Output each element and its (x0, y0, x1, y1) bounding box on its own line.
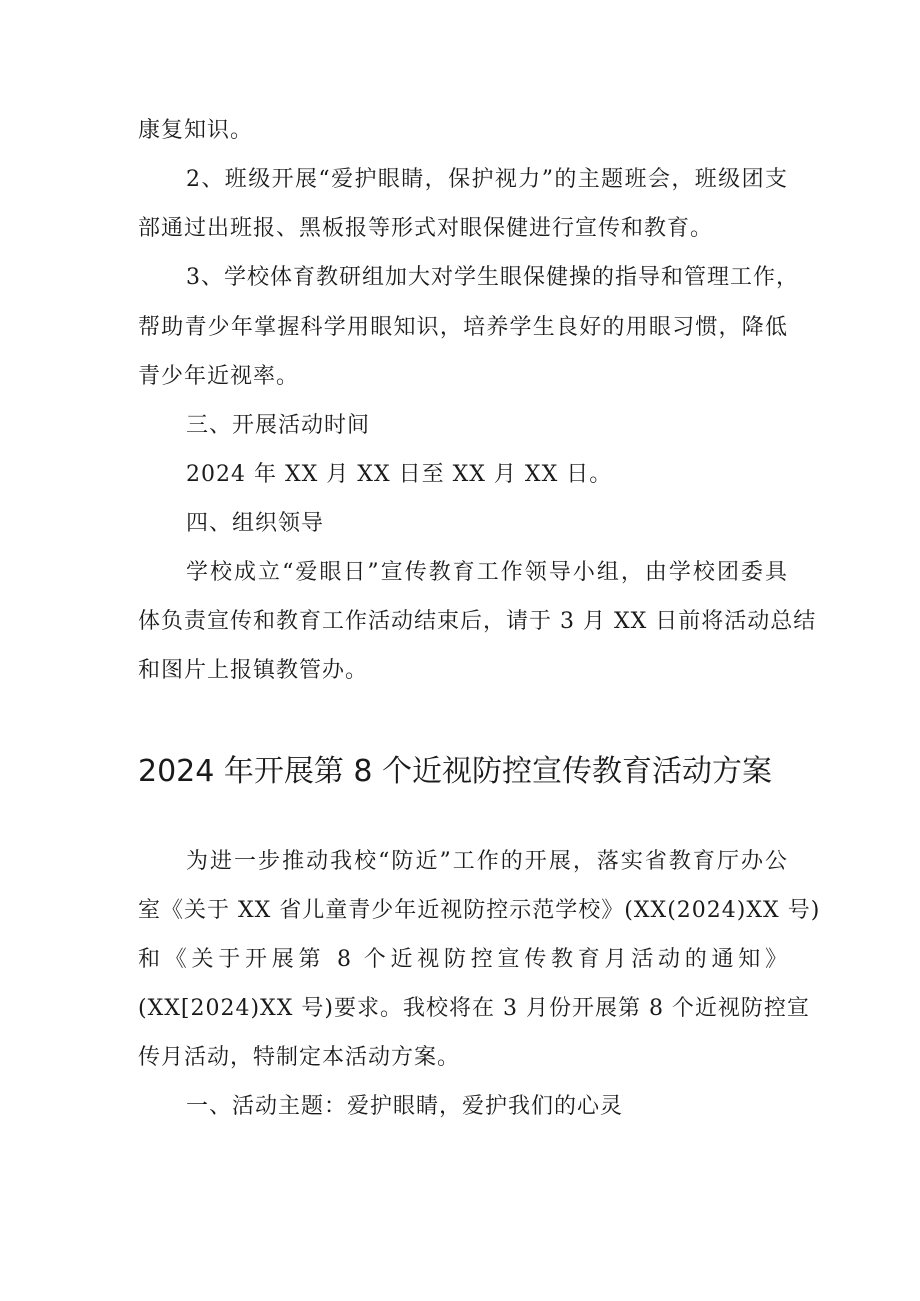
paragraph-line: 和图片上报镇教管办。 (138, 658, 369, 683)
paragraph-line: 2、班级开展“爱护眼睛，保护视力”的主题班会，班级团支 (186, 167, 788, 192)
paragraph-line: 传月活动，特制定本活动方案。 (138, 1045, 461, 1070)
paragraph-line: 室《关于 XX 省儿童青少年近视防控示范学校》(XX(2024)XX 号) (138, 898, 821, 923)
paragraph-line: 3、学校体育教研组加大对学生眼保健操的指导和管理工作， (186, 265, 799, 290)
paragraph-line: 青少年近视率。 (138, 364, 300, 389)
paragraph-line: 和《关于开展第 8 个近视防控宣传教育月活动的通知》 (138, 947, 788, 972)
paragraph-line: (XX[2024)XX 号)要求。我校将在 3 月份开展第 8 个近视防控宣 (138, 996, 810, 1021)
section-heading: 三、开展活动时间 (186, 413, 371, 438)
document-title: 2024 年开展第 8 个近视防控宣传教育活动方案 (138, 754, 773, 789)
paragraph-line: 体负责宣传和教育工作活动结束后，请于 3 月 XX 日前将活动总结 (138, 609, 817, 634)
paragraph-line: 学校成立“爱眼日”宣传教育工作领导小组，由学校团委具 (186, 560, 788, 585)
section-heading: 四、组织领导 (186, 511, 325, 536)
section-heading: 一、活动主题：爱护眼睛，爱护我们的心灵 (186, 1094, 624, 1119)
paragraph-line: 2024 年 XX 月 XX 日至 XX 月 XX 日。 (186, 462, 613, 487)
paragraph-line: 为进一步推动我校“防近”工作的开展，落实省教育厅办公 (186, 849, 788, 874)
paragraph-line: 帮助青少年掌握科学用眼知识，培养学生良好的用眼习惯，降低 (138, 315, 788, 340)
paragraph-line: 部通过出班报、黑板报等形式对眼保健进行宣传和教育。 (138, 216, 714, 241)
paragraph-line: 康复知识。 (138, 118, 254, 143)
